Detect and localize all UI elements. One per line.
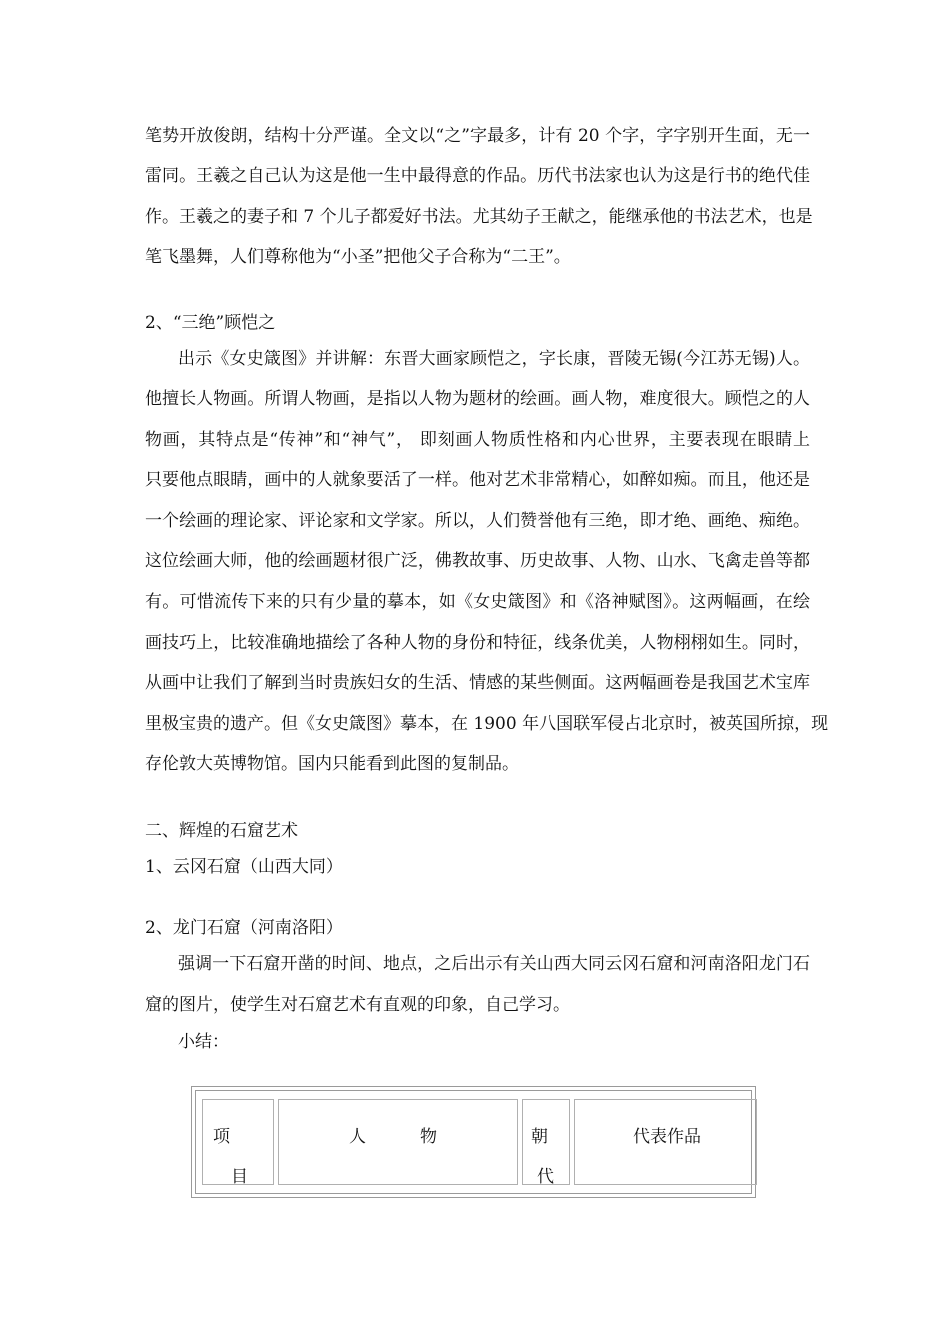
paragraph-line: 笔势开放俊朗，结构十分严谨。全文以“之”字最多，计有 20 个字，字字别开生面，无一 (145, 126, 810, 146)
paragraph-line: 窟的图片，使学生对石窟艺术有直观的印象，自己学习。 (145, 995, 570, 1015)
table-header-cell (522, 1099, 570, 1185)
list-item: 1、云冈石窟（山西大同） (145, 857, 343, 877)
section-title: 二、辉煌的石窟艺术 (145, 821, 298, 841)
paragraph-line: 强调一下石窟开凿的时间、地点，之后出示有关山西大同云冈石窟和河南洛阳龙门石 (178, 954, 810, 974)
table-header-cell (278, 1099, 518, 1185)
section-heading: 2、“三绝”顾恺之 (145, 313, 276, 333)
header-text: 目 (231, 1167, 248, 1187)
paragraph-line: 从画中让我们了解到当时贵族妇女的生活、情感的某些侧面。这两幅画卷是我国艺术宝库 (145, 673, 810, 693)
table-inner-border (195, 1090, 752, 1194)
paragraph-line: 这位绘画大师，他的绘画题材很广泛，佛教故事、历史故事、人物、山水、飞禽走兽等都 (145, 551, 810, 571)
table-header-cell (574, 1099, 757, 1185)
paragraph-line: 只要他点眼睛，画中的人就象要活了一样。他对艺术非常精心，如醉如痴。而且，他还是 (145, 470, 810, 490)
paragraph-line: 出示《女史箴图》并讲解：东晋大画家顾恺之，字长康，晋陵无锡(今江苏无锡)人。 (178, 349, 810, 369)
paragraph-line: 雷同。王羲之自己认为这是他一生中最得意的作品。历代书法家也认为这是行书的绝代佳 (145, 166, 810, 186)
header-text: 代 (537, 1167, 554, 1187)
paragraph-line: 笔飞墨舞，人们尊称他为“小圣”把他父子合称为“二王”。 (145, 247, 571, 267)
header-text: 人 物 (349, 1127, 438, 1147)
paragraph-line: 他擅长人物画。所谓人物画，是指以人物为题材的绘画。画人物，难度很大。顾恺之的人 (145, 389, 810, 409)
paragraph-line: 画技巧上，比较准确地描绘了各种人物的身份和特征，线条优美，人物栩栩如生。同时， (145, 633, 810, 653)
paragraph-line: 一个绘画的理论家、评论家和文学家。所以，人们赞誉他有三绝，即才绝、画绝、痴绝。 (145, 511, 810, 531)
list-item: 2、龙门石窟（河南洛阳） (145, 918, 343, 938)
summary-label: 小结： (178, 1032, 229, 1052)
table-header-cell (202, 1099, 274, 1185)
header-text: 代表作品 (633, 1127, 701, 1147)
header-text: 朝 (531, 1127, 548, 1147)
paragraph-line: 作。王羲之的妻子和 7 个儿子都爱好书法。尤其幼子王献之，能继承他的书法艺术，也是 (145, 207, 813, 227)
paragraph-line: 存伦敦大英博物馆。国内只能看到此图的复制品。 (145, 754, 519, 774)
summary-table (191, 1086, 756, 1198)
paragraph-line: 物画，其特点是“传神”和“神气”， 即刻画人物质性格和内心世界，主要表现在眼睛上 (145, 430, 810, 450)
header-text: 项 (213, 1127, 230, 1147)
paragraph-line: 里极宝贵的遗产。但《女史箴图》摹本，在 1900 年八国联军侵占北京时，被英国所掠，现 (145, 714, 829, 734)
paragraph-line: 有。可惜流传下来的只有少量的摹本，如《女史箴图》和《洛神赋图》。这两幅画，在绘 (145, 592, 810, 612)
